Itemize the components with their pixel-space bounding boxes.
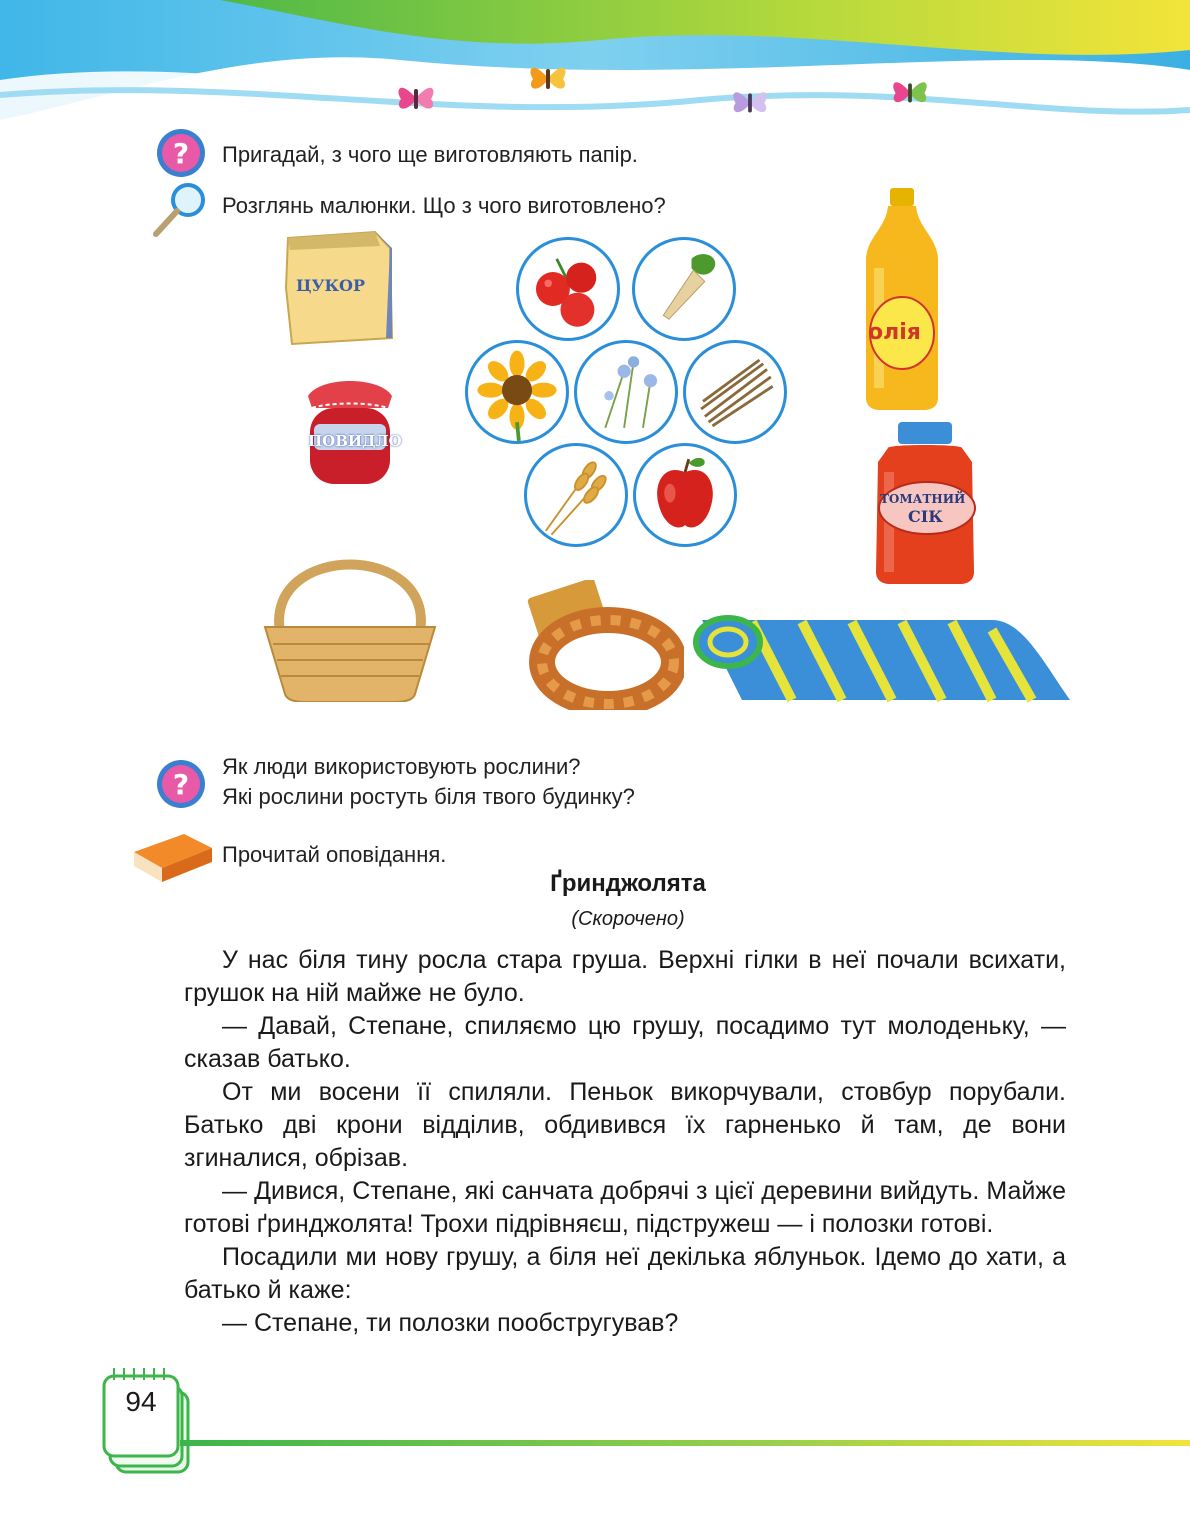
question-icon	[155, 127, 207, 179]
jam-label: ПОВИДЛО	[308, 432, 402, 450]
butterfly-green-icon	[888, 70, 932, 114]
butterfly-lilac-icon	[727, 80, 773, 124]
juice-label-line1: ТОМАТНИЙ	[880, 492, 966, 506]
wheat-icon	[527, 446, 625, 544]
flax-circle	[574, 340, 678, 444]
story-paragraph: — Дивися, Степане, які санчата добрячі з цієї деревини вийдуть. Майже готові ґринджолята! Трохи підрівняєш, підстружеш — і полозки готові.	[184, 1177, 1066, 1238]
page-number: 94	[125, 1386, 157, 1417]
question-line-2: Які рослини ростуть біля твого будинку?	[222, 784, 635, 809]
beet-icon	[635, 240, 733, 338]
beet-circle	[632, 237, 736, 341]
sugar-label: ЦУКОР	[296, 276, 365, 295]
svg-text:?: ?	[172, 768, 190, 801]
story-body	[184, 944, 1066, 1340]
story-paragraph: От ми восени її спиляли. Пеньок викорчували, стовбур порубали. Батько дві крони відділив, обдивився їх гарненько й там, де вони згиналися, обрізав.	[184, 1078, 1066, 1172]
sunflower-icon	[468, 343, 566, 441]
story-subtitle: (Скорочено)	[571, 908, 685, 930]
flax-icon	[577, 343, 675, 441]
read-prompt: Прочитай оповідання.	[222, 842, 447, 867]
juice-label-line2: СІК	[908, 507, 943, 526]
rug-image	[692, 600, 1072, 712]
question-icon	[155, 758, 207, 810]
straw-circle	[683, 340, 787, 444]
story-paragraph: — Давай, Степане, спиляємо цю грушу, посадимо тут молоденьку, — сказав батько.	[184, 1012, 1066, 1073]
basket-image	[255, 532, 445, 702]
tomato-icon	[519, 240, 617, 338]
straw-icon	[686, 343, 784, 441]
story-paragraph: Посадили ми нову грушу, а біля неї декілька яблуньок. Ідемо до хати, а батько й каже:	[184, 1243, 1066, 1304]
apple-circle	[633, 443, 737, 547]
header-banner	[0, 0, 1190, 140]
oil-label: олія	[868, 320, 921, 345]
svg-text:?: ?	[172, 137, 190, 170]
question-line-1: Як люди використовують рослини?	[222, 754, 581, 779]
apple-icon	[636, 446, 734, 544]
pretzel-image	[524, 580, 684, 710]
story-title: Ґринджолята	[550, 870, 706, 897]
footer-line	[180, 1440, 1190, 1446]
magnifier-icon	[150, 180, 210, 240]
sunflower-circle	[465, 340, 569, 444]
oil-bottle-image	[862, 188, 942, 410]
story-paragraph: — Степане, ти полозки пообстругував?	[222, 1309, 679, 1337]
story-paragraph: У нас біля тину росла стара груша. Верхні гілки в неї почали всихати, грушок на ній майже не було.	[184, 946, 1066, 1007]
tomato-circle	[516, 237, 620, 341]
butterfly-orange-icon	[525, 55, 571, 101]
calendar-icon	[98, 1366, 198, 1476]
wheat-circle	[524, 443, 628, 547]
look-prompt: Розглянь малюнки. Що з чого виготовлено?	[222, 193, 666, 218]
butterfly-pink-icon	[395, 75, 437, 121]
remember-prompt: Пригадай, з чого ще виготовляють папір.	[222, 142, 638, 167]
